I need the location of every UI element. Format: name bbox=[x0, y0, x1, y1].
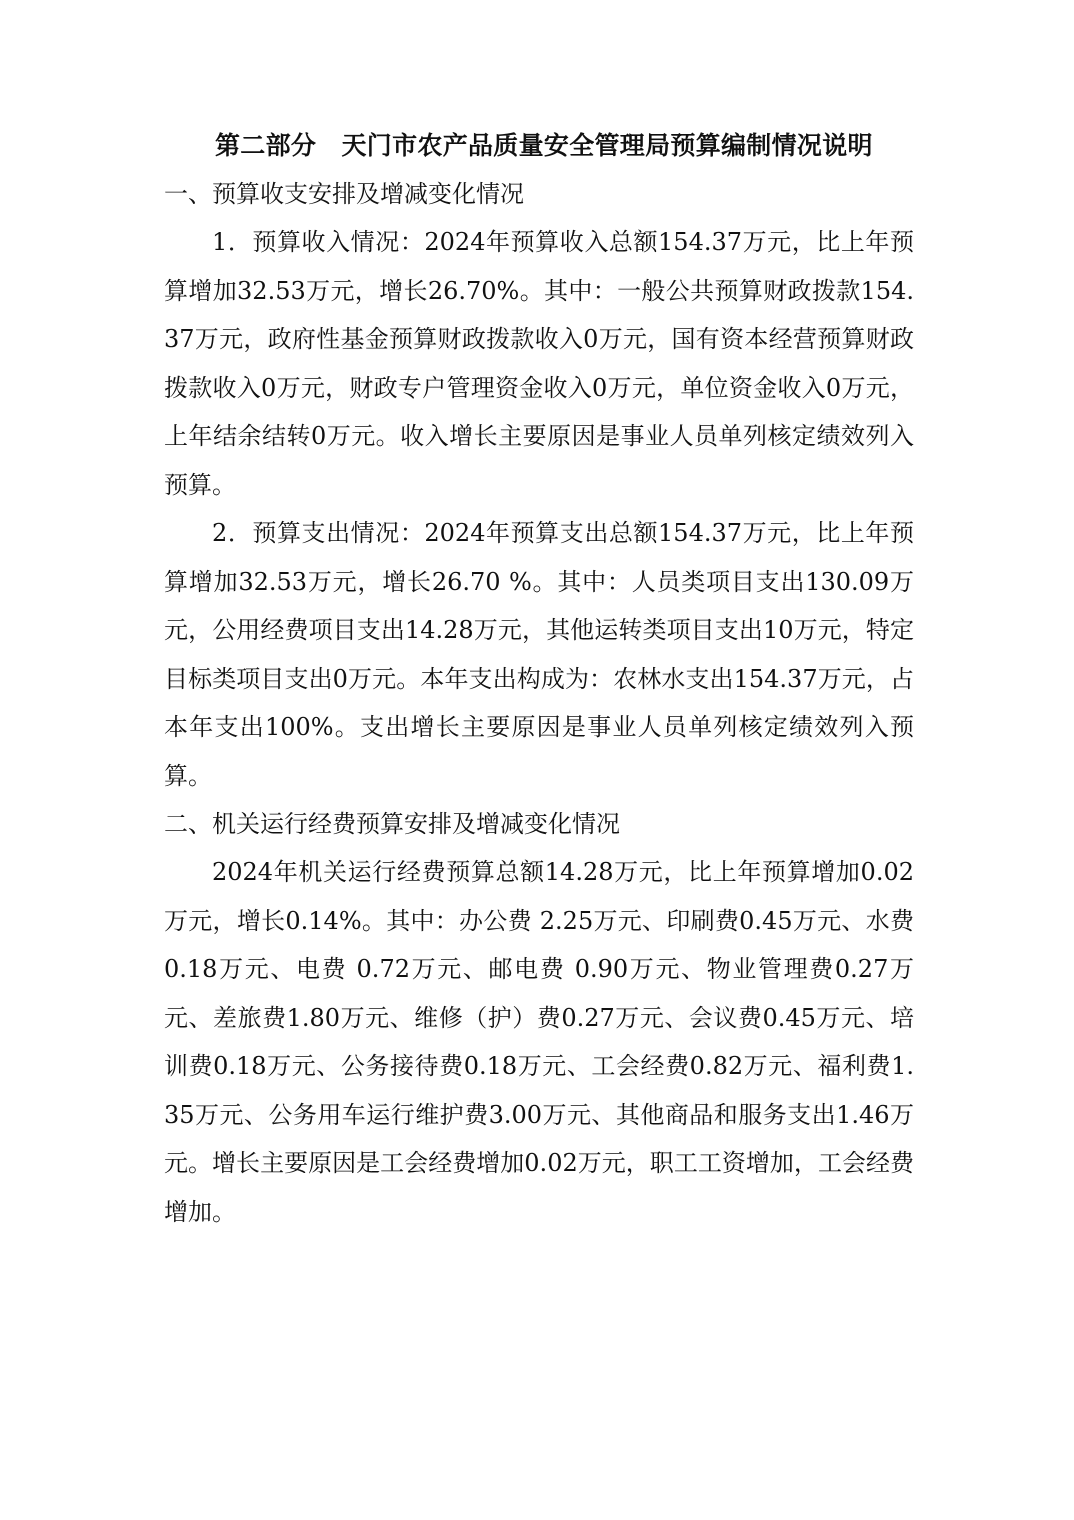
paragraph-budget-expense: 2．预算支出情况：2024年预算支出总额154.37万元，比上年预算增加32.53万元，增长26.70 %。其中：人员类项目支出130.09万元，公用经费项目支出14.28万元，其他运转类项目支出10万元，特定目标类项目支出0万元。本年支出构成为：农林水支出154.37万元，占本年支出100%。支出增长主要原因是事业人员单列核定绩效列入预算。 bbox=[164, 519, 914, 790]
paragraph-operating-expenses: 2024年机关运行经费预算总额14.28万元，比上年预算增加0.02万元，增长0.14%。其中：办公费 2.25万元、印刷费0.45万元、水费 0.18万元、电费 0.72万元、邮电费 0.90万元、物业管理费0.27万元、差旅费1.80万元、维修（护）费0.27万元、会议费0.45万元、培训费0.18万元、公务接待费0.18万元、工会经费0.82万元、福利费1.35万元、公务用车运行维护费3.00万元、其他商品和服务支出1.46万元。增长主要原因是工会经费增加0.02万元，职工工资增加，工会经费增加。 bbox=[164, 858, 914, 1226]
section-budget-income-expense bbox=[164, 170, 914, 800]
document-body bbox=[164, 122, 914, 1236]
paragraph-budget-income: 1．预算收入情况：2024年预算收入总额154.37万元，比上年预算增加32.53万元，增长26.70%。其中：一般公共预算财政拨款154.37万元，政府性基金预算财政拨款收入0万元，国有资本经营预算财政拨款收入0万元，财政专户管理资金收入0万元，单位资金收入0万元，上年结余结转0万元。收入增长主要原因是事业人员单列核定绩效列入预算。 bbox=[164, 228, 914, 499]
section-heading: 一、预算收支安排及增减变化情况 bbox=[164, 180, 524, 208]
section-operating-expenses bbox=[164, 800, 914, 1236]
document-title: 第二部分 天门市农产品质量安全管理局预算编制情况说明 bbox=[215, 131, 873, 160]
section-heading: 二、机关运行经费预算安排及增减变化情况 bbox=[164, 810, 620, 838]
